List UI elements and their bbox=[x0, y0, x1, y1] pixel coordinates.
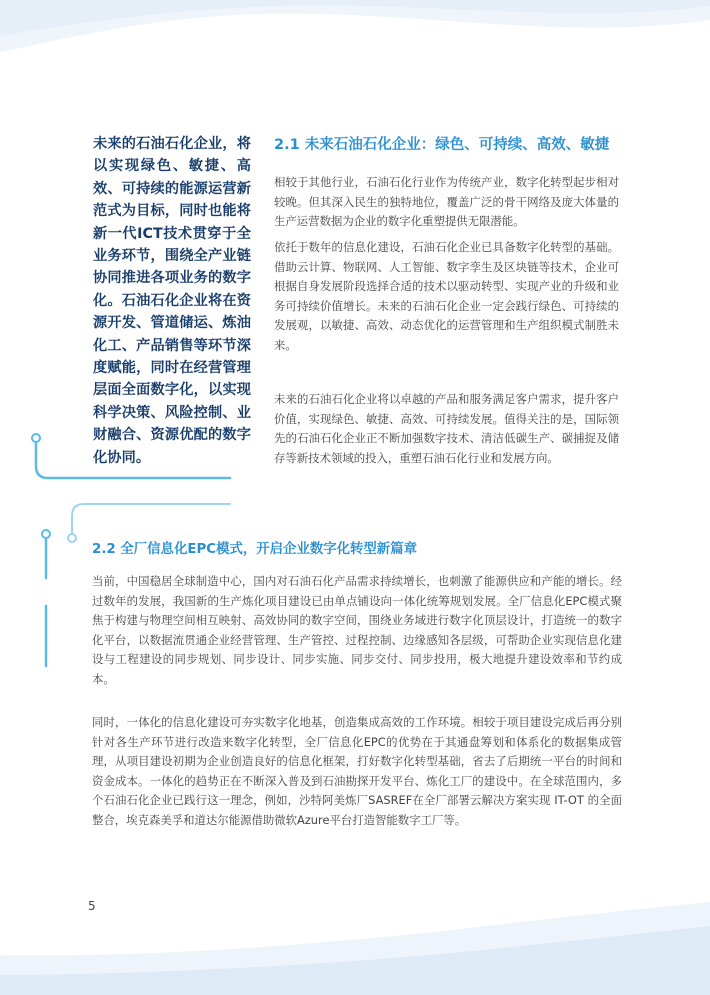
section-2-1-heading: 2.1 未来石油石化企业：绿色、可持续、高效、敏捷 bbox=[274, 137, 610, 153]
section-2-2-paragraph: 同时，一体化的信息化建设可夯实数字化地基，创造集成高效的工作环境。相较于项目建设完成后再分别针对各生产环节进行改造来数字化转型，全厂信息化EPC的优势在于其通盘筹划和体系化的数据集成管理，从项目建设初期为企业创造良好的信息化框架，打好数字化转型基础，省去了后期统一平台的时间和资金成本。一体化的趋势正在不断深入普及到石油勘探开发平台、炼化工厂的建设中。在全球范围内，多个石油石化企业已践行这一理念，例如，沙特阿美炼厂SASREF在全厂部署云解决方案实现 IT-OT 的全面整合，埃克森美孚和道达尔能源借助微软Azure平台打造智能数字工厂等。 bbox=[92, 715, 622, 827]
bottom-wave-decoration bbox=[0, 900, 710, 995]
section-2-1-paragraph: 未来的石油石化企业将以卓越的产品和服务满足客户需求，提升客户价值，实现绿色、敏捷、高效、可持续发展。值得关注的是，国际领先的石油石化企业正不断加强数字技术、清洁低碳生产、碳捕捉及储存等新技术领域的投入，重塑石油石化行业和发展方向。 bbox=[274, 392, 619, 465]
top-wave-decoration bbox=[0, 0, 710, 80]
section-2-1-paragraph: 依托于数年的信息化建设，石油石化企业已具备数字化转型的基础。借助云计算、物联网、人工智能、数字孪生及区块链等技术，企业可根据自身发展阶段选择合适的技术以驱动转型、实现产业的升级和业务可持续价值增长。未来的石油石化企业一定会践行绿色、可持续的发展观，以敏捷、高效、动态优化的运营管理和生产组织模式制胜未来。 bbox=[274, 240, 619, 352]
page-number: 5 bbox=[88, 899, 96, 913]
section-2-2-paragraph: 当前，中国稳居全球制造中心，国内对石油石化产品需求持续增长，也刺激了能源供应和产能的增长。经过数年的发展，我国新的生产炼化项目建设已由单点铺设向一体化统筹规划发展。全厂信息化EPC模式聚焦于构建与物理空间相互映射、高效协同的数字空间，围绕业务域进行数字化顶层设计，打造统一的数字化平台，以数据流贯通企业经营管理、生产管控、过程控制、边缘感知各层级，可帮助企业实现信息化建设与工程建设的同步规划、同步设计、同步实施、同步交付、同步投用，极大地提升建设效率和节约成本。 bbox=[92, 574, 622, 686]
section-2-1-paragraph: 相较于其他行业，石油石化行业作为传统产业，数字化转型起步相对较晚。但其深入民生的独特地位，覆盖广泛的骨干网络及庞大体量的生产运营数据为企业的数字化重塑提供无限潜能。 bbox=[274, 175, 619, 229]
section-2-2-heading: 2.2 全厂信息化EPC模式，开启企业数字化转型新篇章 bbox=[92, 542, 417, 557]
pullquote: 未来的石油石化企业，将以实现绿色、敏捷、高效、可持续的能源运营新范式为目标，同时也能将新一代ICT技术贯穿于全业务环节，围绕全产业链协同推进各项业务的数字化。石油石化企业将在资源开发、管道储运、炼油化工、产品销售等环节深度赋能，同时在经营管理层面全面数字化，以实现科学决策、风险控制、业财融合、资源优配的数字化协同。 bbox=[93, 136, 251, 466]
